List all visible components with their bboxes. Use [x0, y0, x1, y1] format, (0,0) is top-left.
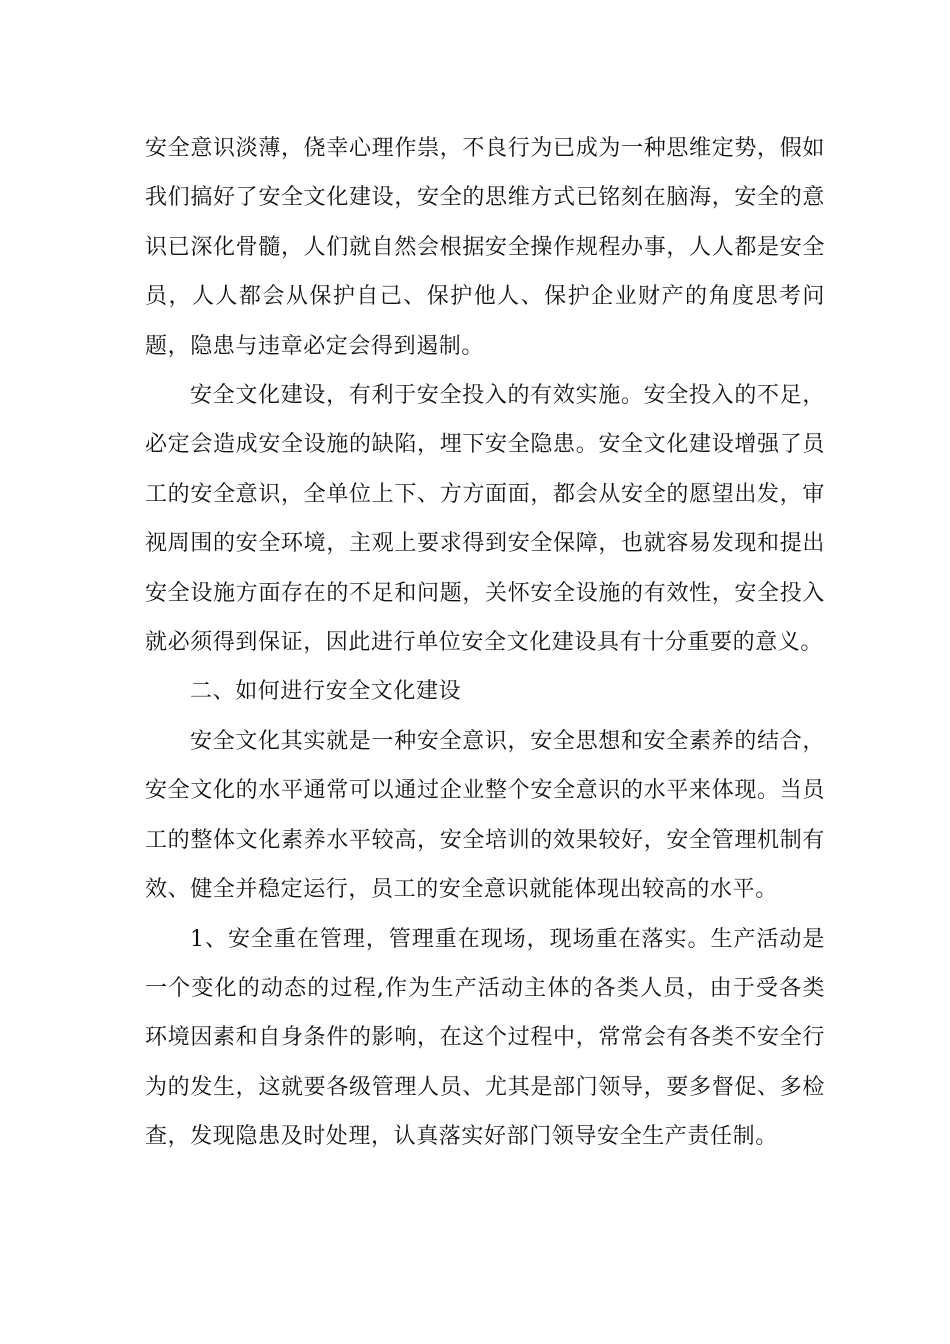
paragraph-management-point-1: 1、安全重在管理，管理重在现场，现场重在落实。生产活动是一个变化的动态的过程,作为生产活动主体的各类人员，由于受各类环境因素和自身条件的影响，在这个过程中，常常会有各类不安全行为的发生，这就要各级管理人员、尤其是部门领导，要多督促、多检查，发现隐患及时处理，认真落实好部门领导安全生产责任制。: [145, 926, 825, 1150]
paragraph-safety-culture-definition: 安全文化其实就是一种安全意识，安全思想和安全素养的结合，安全文化的水平通常可以通过企业整个安全意识的水平来体现。当员工的整体文化素养水平较高，安全培训的效果较好，安全管理机制有效、健全并稳定运行，员工的安全意识就能体现出较高的水平。: [145, 728, 825, 903]
paragraph-safety-investment: 安全文化建设，有利于安全投入的有效实施。安全投入的不足，必定会造成安全设施的缺陷，埋下安全隐患。安全文化建设增强了员工的安全意识，全单位上下、方方面面，都会从安全的愿望出发，审视周围的安全环境，主观上要求得到安全保障，也就容易发现和提出安全设施方面存在的不足和问题，关怀安全设施的有效性，安全投入就必须得到保证，因此进行单位安全文化建设具有十分重要的意义。: [145, 383, 825, 656]
paragraph-safety-awareness: 安全意识淡薄，侥幸心理作祟，不良行为已成为一种思维定势，假如我们搞好了安全文化建设，安全的思维方式已铭刻在脑海，安全的意识已深化骨髓，人们就自然会根据安全操作规程办事，人人都是安全员，人人都会从保护自己、保护他人、保护企业财产的角度思考问题，隐患与违章必定会得到遏制。: [145, 136, 825, 359]
document-page: [145, 124, 825, 1162]
section-heading: 二、如何进行安全文化建设: [190, 679, 462, 705]
